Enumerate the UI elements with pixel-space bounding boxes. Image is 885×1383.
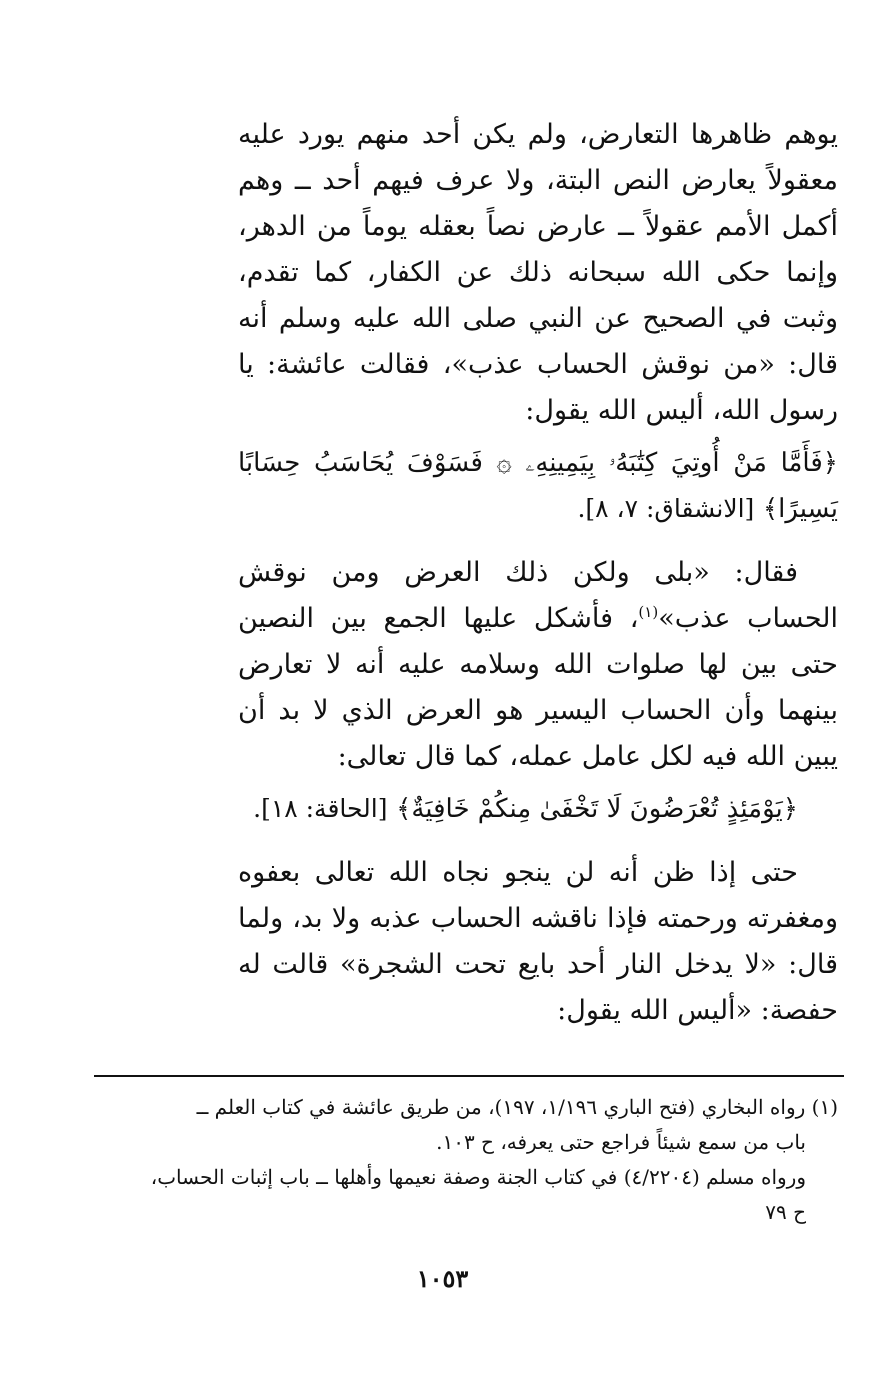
footnote-1-line-1: (١) رواه البخاري (فتح الباري ١/١٩٦، ١٩٧)، من طريق عائشة في كتاب العلم ــ xyxy=(196,1095,838,1119)
spacer xyxy=(238,832,838,850)
main-text xyxy=(238,112,838,1034)
paragraph-2-rest: ، فأشكل عليها الجمع بين النصين حتى بين لها صلوات الله وسلامه عليه أنه لا تعارض بينهما وأن الحساب اليسير هو العرض الذي لا بد أن يبين الله فيه لكل عامل عمله، كما قال تعالى: xyxy=(238,603,838,772)
paragraph-3: حتى إذا ظن أنه لن ينجو نجاه الله تعالى بعفوه ومغفرته ورحمته فإذا ناقشه الحساب عذبه ولا بد، ولما قال: «لا يدخل النار أحد بايع تحت الشجرة» قالت له حفصة: «أليس الله يقول: xyxy=(238,857,838,1026)
footnote-1-line-3: ورواه مسلم (٤/٢٢٠٤) في كتاب الجنة وصفة نعيمها وأهلها ــ باب إثبات الحساب، xyxy=(150,1165,806,1189)
footnotes xyxy=(94,1090,838,1230)
quran-verse-2 xyxy=(238,786,838,832)
footnote-1-line-4: ح ٧٩ xyxy=(765,1200,806,1224)
paragraph-2 xyxy=(238,550,838,780)
verse-reference: [الانشقاق: ٧، ٨]. xyxy=(577,494,755,523)
verse-reference: [الحاقة: ١٨]. xyxy=(253,794,388,823)
footnote-1-line-2: باب من سمع شيئاً فراجع حتى يعرفه، ح ١٠٣. xyxy=(436,1130,806,1154)
verse-text: ﴿يَوْمَئِذٍ تُعْرَضُونَ لَا تَخْفَىٰ مِنكُمْ خَافِيَةٌ﴾ xyxy=(396,794,798,824)
quran-verse-1 xyxy=(238,440,838,532)
footnote-marker[interactable]: (١) xyxy=(638,603,659,621)
paragraph-2-quote: فقال: «بلى ولكن ذلك العرض ومن نوقش الحساب عذب» xyxy=(238,557,838,634)
footnote-divider xyxy=(94,1075,844,1077)
page-number: ١٠٥٣ xyxy=(416,1264,469,1293)
paragraph-1: يوهم ظاهرها التعارض، ولم يكن أحد منهم يورد عليه معقولاً يعارض النص البتة، ولا عرف فيهم أحد ــ وهم أكمل الأمم عقولاً ــ عارض نصاً بعقله يوماً من الدهر، وإنما حكى الله سبحانه ذلك عن الكفار، كما تقدم، وثبت في الصحيح عن النبي صلى الله عليه وسلم أنه قال: «من نوقش الحساب عذب»، فقالت عائشة: يا رسول الله، أليس الله يقول: xyxy=(238,119,838,426)
spacer xyxy=(238,532,838,550)
verse-text: ﴿فَأَمَّا مَنْ أُوتِيَ كِتَٰبَهُۥ بِيَمِينِهِۦ ۞ فَسَوْفَ يُحَاسَبُ حِسَابًا يَسِيرًا﴾ xyxy=(238,448,838,524)
